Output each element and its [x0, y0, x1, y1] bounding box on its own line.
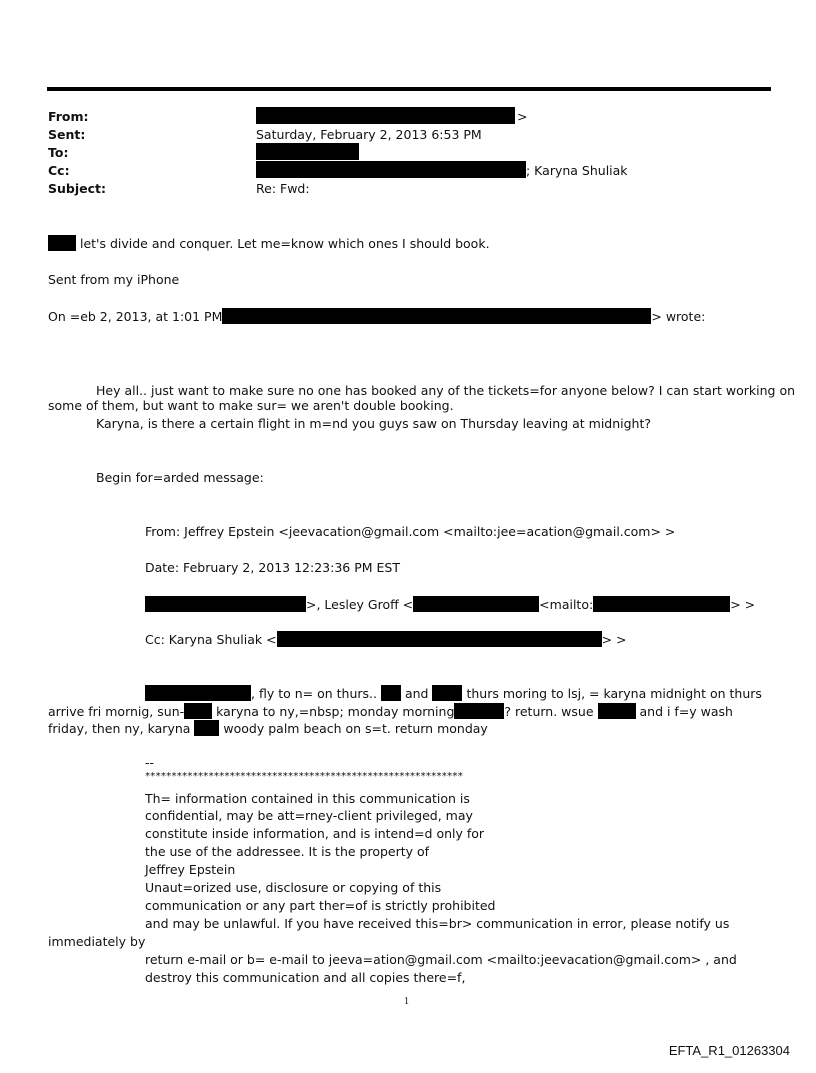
disclaimer-immediately: immediately by — [48, 934, 146, 949]
hey-line-2: some of them, but want to make sur= we aren't double booking. — [48, 398, 454, 413]
redaction-sender — [222, 308, 651, 324]
subject-label: Subject: — [48, 181, 106, 196]
cc-label: Cc: — [48, 163, 70, 178]
fwd-msg-line-2: arrive fri mornig, sun- karyna to ny,=nbsp; monday morning ? return. wsue and i f=y wash — [48, 704, 733, 719]
sent-label: Sent: — [48, 127, 86, 142]
document-id: EFTA_R1_01263304 — [668, 1043, 790, 1058]
fwd-from-line: From: Jeffrey Epstein <jeevacation@gmail.com <mailto:jee=acation@gmail.com> > — [145, 524, 676, 539]
redaction-msg-6 — [598, 703, 636, 719]
redaction-from — [256, 107, 515, 124]
from-suffix: > — [517, 109, 528, 124]
redaction-msg-3 — [432, 685, 462, 701]
redaction-recipient-2 — [413, 596, 539, 612]
redaction-cc-email — [277, 631, 602, 647]
from-label: From: — [48, 109, 89, 124]
redaction-to — [256, 143, 359, 160]
sent-value: Saturday, February 2, 2013 6:53 PM — [256, 127, 482, 142]
redaction-msg-7 — [194, 720, 219, 736]
redaction-msg-1 — [145, 685, 251, 701]
redaction-msg-4 — [184, 703, 212, 719]
to-label: To: — [48, 145, 69, 160]
disclaimer-line: communication or any part ther=of is strictly prohibited — [145, 898, 496, 913]
disclaimer-destroy-line: destroy this communication and all copies there=f, — [145, 970, 466, 985]
disclaimer-line: the use of the addressee. It is the property of — [145, 844, 430, 859]
disclaimer-line: confidential, may be att=rney-client privileged, may — [145, 808, 473, 823]
cc-suffix: ; Karyna Shuliak — [526, 163, 628, 178]
disclaimer-line: Th= information contained in this communication is — [145, 791, 470, 806]
redaction-msg-2 — [381, 685, 401, 701]
sig-dashes: -- — [145, 755, 155, 770]
header-rule — [47, 87, 771, 91]
subject-value: Re: Fwd: — [256, 181, 310, 196]
fwd-cc-line: Cc: Karyna Shuliak < > > — [145, 632, 627, 647]
disclaimer-line: Jeffrey Epstein — [145, 862, 236, 877]
page-number: 1 — [404, 996, 409, 1007]
disclaimer-return-line: return e-mail or b= e-mail to jeeva=ation@gmail.com <mailto:jeevacation@gmail.com> , and — [145, 952, 737, 967]
disclaimer-line: constitute inside information, and is intend=d only for — [145, 826, 485, 841]
redaction-msg-5 — [454, 703, 504, 719]
redaction-recipient-3 — [593, 596, 730, 612]
reply-line: let's divide and conquer. Let me=know which ones I should book. — [48, 235, 490, 251]
signature: Sent from my iPhone — [48, 272, 180, 287]
redaction-cc — [256, 161, 526, 178]
fwd-date-line: Date: February 2, 2013 12:23:36 PM EST — [145, 560, 400, 575]
karyna-question: Karyna, is there a certain flight in m=nd you guys saw on Thursday leaving at midnight? — [96, 416, 652, 431]
hey-line-1: Hey all.. just want to make sure no one has booked any of the tickets=for anyone below? I can start working on — [96, 383, 796, 398]
fwd-to-line: >, Lesley Groff < <mailto: > > — [145, 596, 755, 612]
fwd-msg-line-3: friday, then ny, karyna woody palm beach on s=t. return monday — [48, 721, 488, 736]
redaction-name — [48, 235, 76, 251]
disclaimer-line: and may be unlawful. If you have received this=br> communication in error, please notify us — [145, 916, 730, 931]
on-wrote-line: On =eb 2, 2013, at 1:01 PM > wrote: — [48, 309, 706, 324]
fwd-msg-line-1: , fly to n= on thurs.. and thurs moring to lsj, = karyna midnight on thurs — [145, 685, 762, 701]
redaction-recipient-1 — [145, 596, 306, 612]
disclaimer-line: Unaut=orized use, disclosure or copying of this — [145, 880, 442, 895]
begin-forwarded: Begin for=arded message: — [96, 470, 264, 485]
sig-stars: ************************************************************ — [145, 771, 463, 782]
